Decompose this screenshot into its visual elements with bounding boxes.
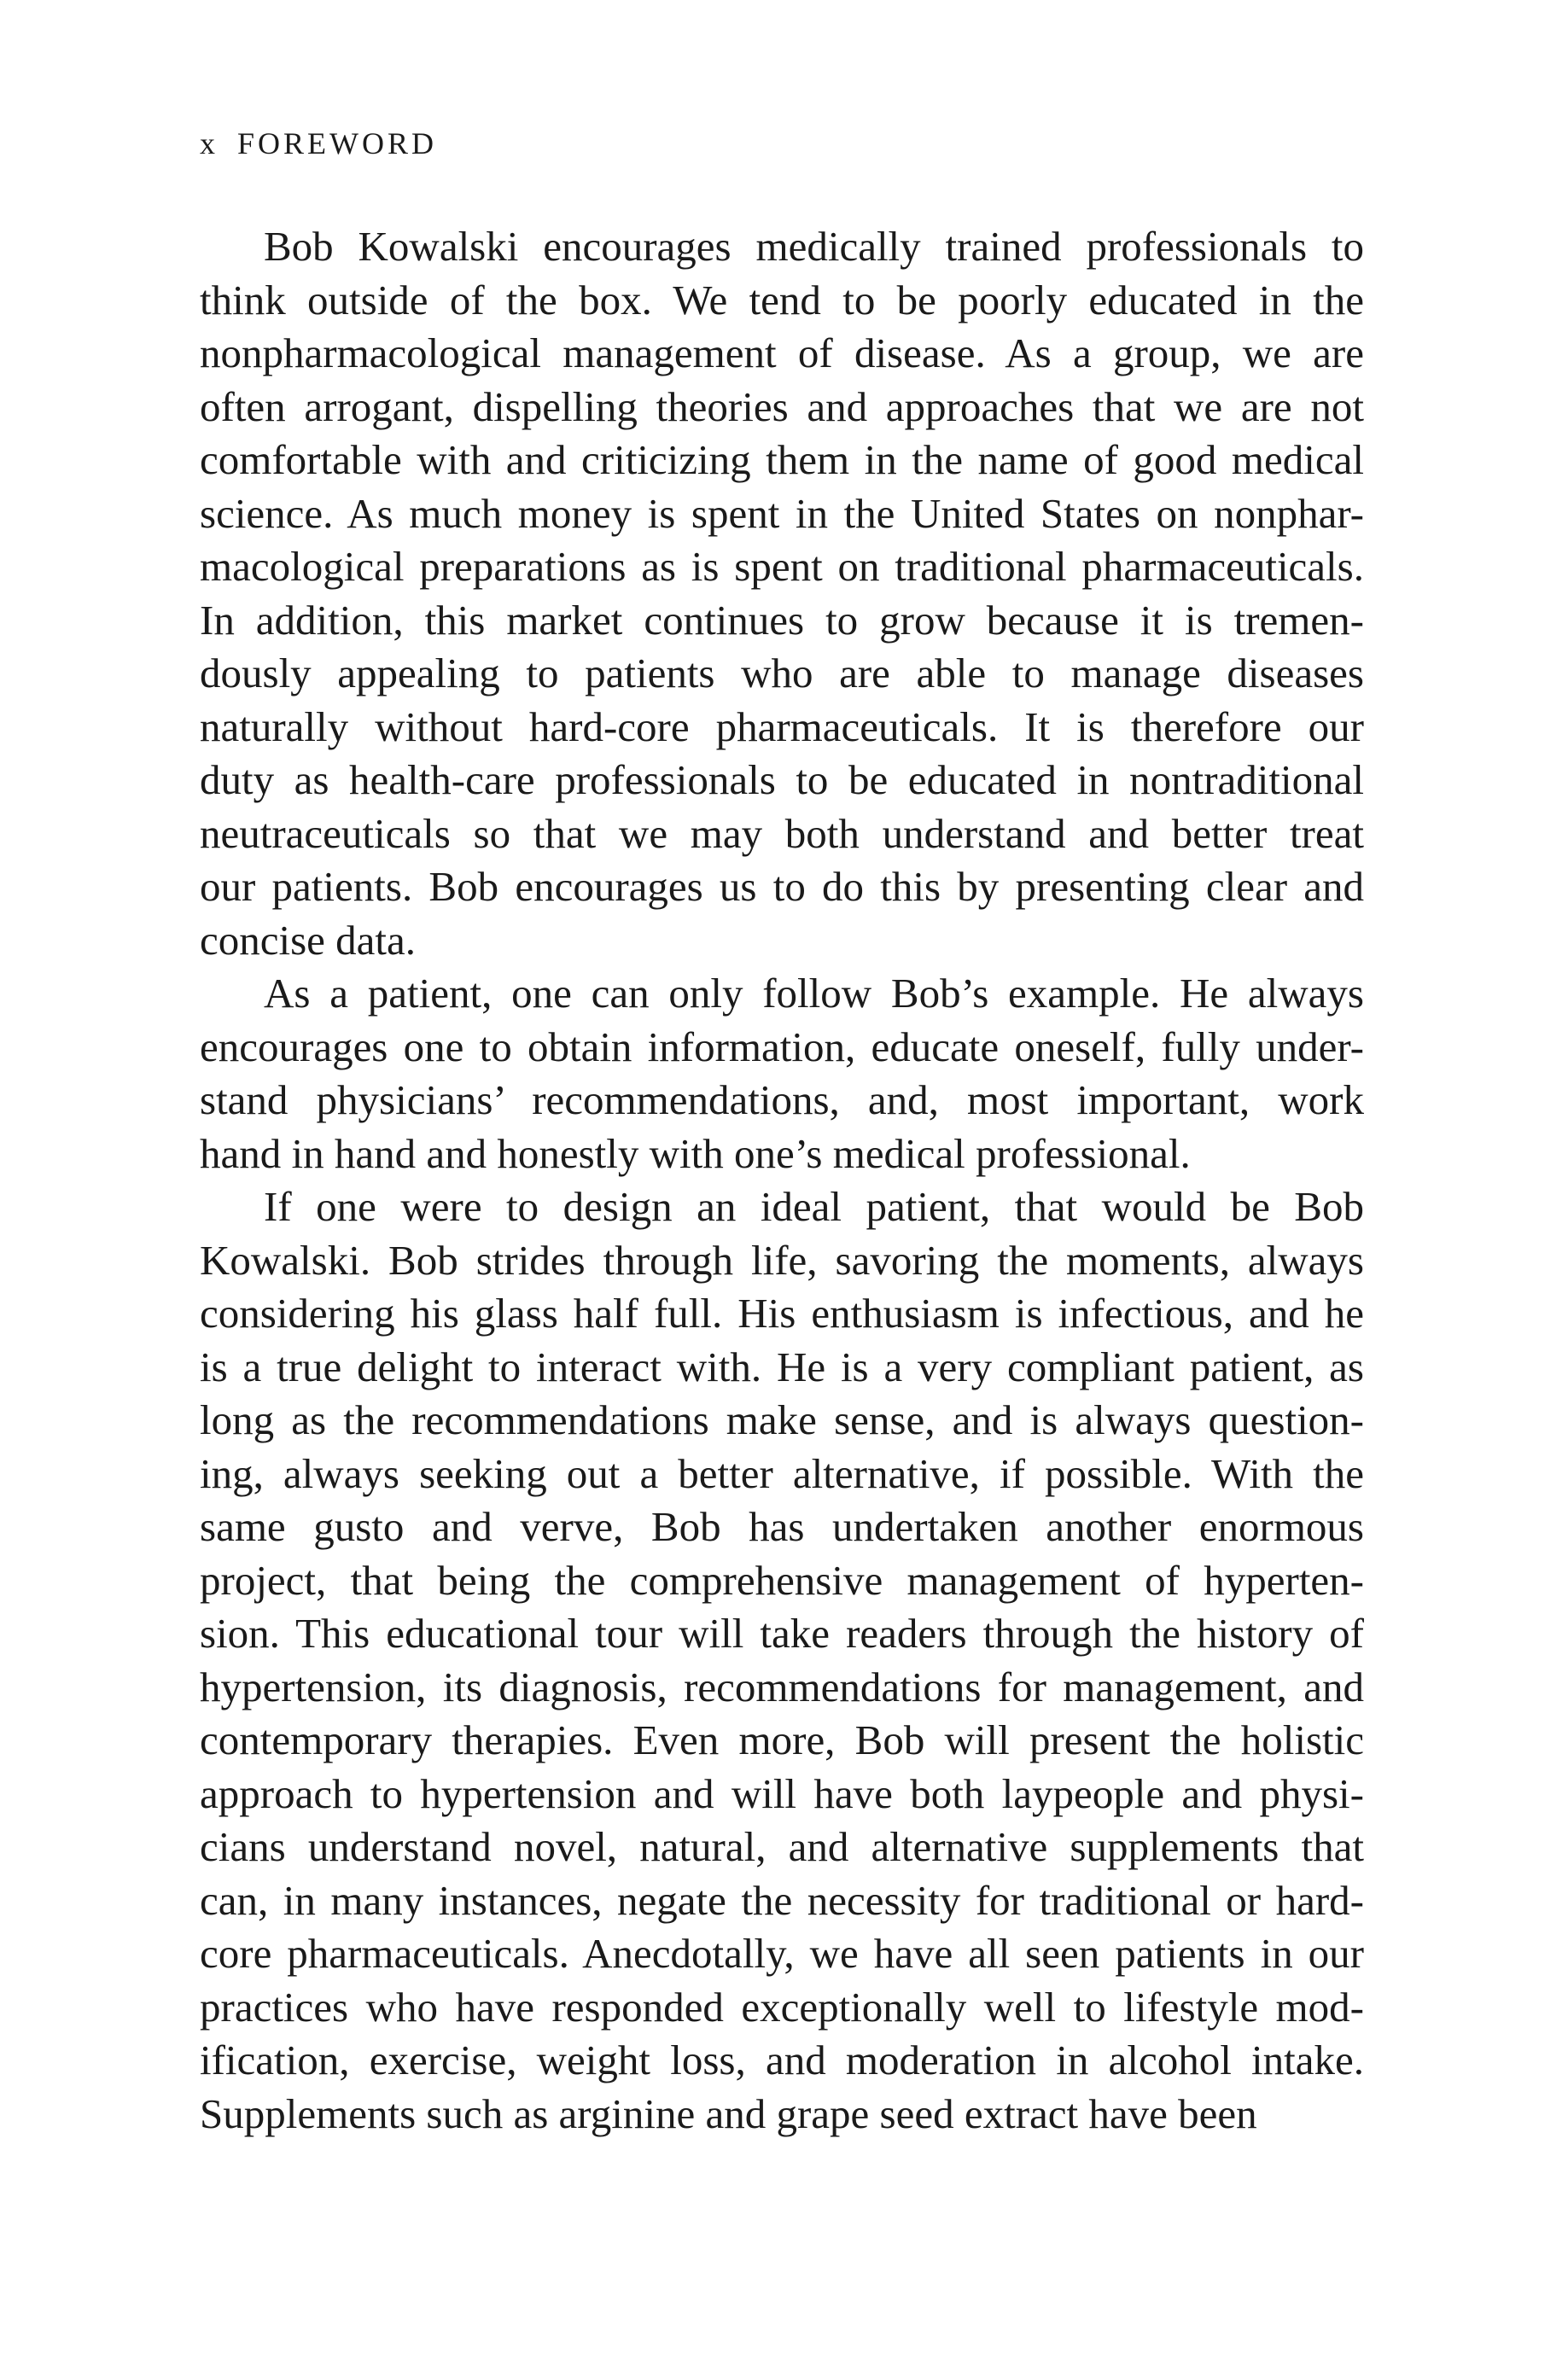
text-line: long as the recommendations make sense, and is always question- (200, 1396, 1364, 1443)
text-line: Supplements such as arginine and grape seed extract have been (200, 2089, 1257, 2137)
text-line: considering his glass half full. His enthusiasm is infectious, and he (200, 1290, 1364, 1337)
text-line: our patients. Bob encourages us to do this by presenting clear and (200, 863, 1364, 910)
text-line: neutraceuticals so that we may both understand and better treat (200, 809, 1364, 857)
text-line: often arrogant, dispelling theories and approaches that we are not (200, 382, 1364, 430)
text-line: macological preparations as is spent on traditional pharmaceuticals. (200, 543, 1364, 590)
paragraph (200, 220, 1364, 967)
body-text (200, 220, 1364, 2141)
text-line: nonpharmacological management of disease. As a group, we are (200, 329, 1364, 376)
text-line: practices who have responded exceptionally well to lifestyle mod- (200, 1983, 1364, 2031)
text-line: ification, exercise, weight loss, and moderation in alcohol intake. (200, 2037, 1364, 2083)
text-line: is a true delight to interact with. He is a very compliant patient, as (200, 1343, 1364, 1390)
paragraph (200, 1180, 1364, 2141)
text-line: science. As much money is spent in the United States on nonphar- (200, 489, 1364, 537)
text-line: cians understand novel, natural, and alternative supplements that (200, 1823, 1364, 1870)
text-line: approach to hypertension and will have both laypeople and physi- (200, 1769, 1364, 1817)
text-line: In addition, this market continues to grow because it is tremen- (200, 596, 1364, 644)
text-line: duty as health-care professionals to be educated in nontraditional (200, 756, 1364, 803)
text-line: think outside of the box. We tend to be poorly educated in the (200, 276, 1364, 323)
text-line: Kowalski. Bob strides through life, savoring the moments, always (200, 1236, 1364, 1284)
text-line: encourages one to obtain information, educate oneself, fully under- (200, 1023, 1364, 1070)
text-line: hand in hand and honestly with one’s medical professional. (200, 1129, 1191, 1177)
text-line: hypertension, its diagnosis, recommendations for management, and (200, 1663, 1364, 1710)
running-head-title: FOREWORD (237, 126, 438, 160)
text-line: contemporary therapies. Even more, Bob will present the holistic (200, 1716, 1364, 1763)
text-line: project, that being the comprehensive management of hyperten- (200, 1556, 1364, 1604)
running-head (200, 126, 437, 160)
text-line: dously appealing to patients who are able to manage diseases (200, 650, 1364, 696)
text-line: As a patient, one can only follow Bob’s example. He always (264, 970, 1364, 1017)
text-line: stand physicians’ recommendations, and, most important, work (200, 1076, 1364, 1123)
text-line: sion. This educational tour will take readers through the history of (200, 1610, 1364, 1657)
text-line: same gusto and verve, Bob has undertaken another enormous (200, 1503, 1364, 1550)
text-line: ing, always seeking out a better alternative, if possible. With the (200, 1449, 1364, 1497)
text-line: can, in many instances, negate the necessity for traditional or hard- (200, 1876, 1364, 1924)
text-line: concise data. (200, 916, 417, 964)
text-line: If one were to design an ideal patient, that would be Bob (264, 1183, 1364, 1230)
text-line: core pharmaceuticals. Anecdotally, we have all seen patients in our (200, 1930, 1364, 1977)
text-line: naturally without hard-core pharmaceuticals. It is therefore our (200, 702, 1364, 750)
paragraph (200, 967, 1364, 1180)
text-line: Bob Kowalski encourages medically trained professionals to (264, 223, 1364, 270)
text-line: comfortable with and criticizing them in the name of good medical (200, 436, 1364, 483)
page-number: x (200, 126, 219, 160)
